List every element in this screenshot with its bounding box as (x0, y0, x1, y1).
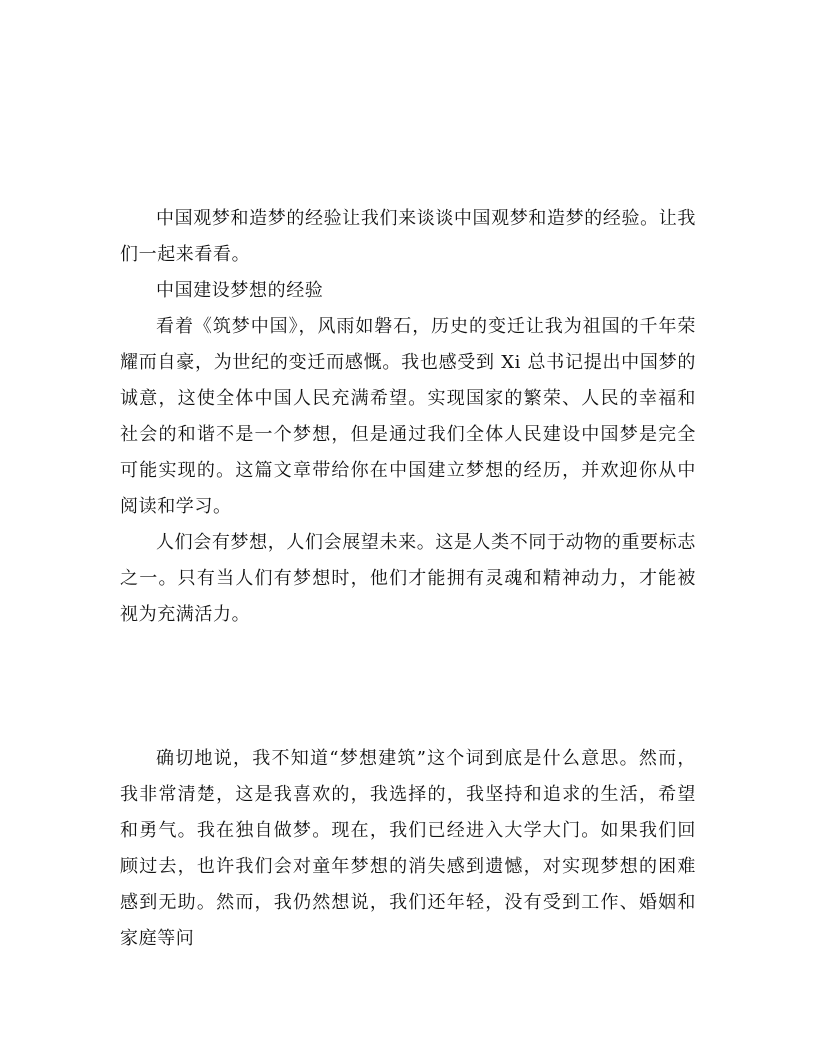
body-paragraph-1: 看着《筑梦中国》，风雨如磐石，历史的变迁让我为祖国的千年荣耀而自豪，为世纪的变迁而感慨。我也感受到 Xi 总书记提出中国梦的诚意，这使全体中国人民充满希望。实现国家的繁荣、人民的幸福和社会的和谐不是一个梦想，但是通过我们全体人民建设中国梦是完全可能实现的。这篇文章带给你在中国建立梦想的经历，并欢迎你从中阅读和学习。 (120, 316, 696, 517)
intro-paragraph: 中国观梦和造梦的经验让我们来谈谈中国观梦和造梦的经验。让我们一起来看看。 (120, 208, 696, 265)
body-paragraph-3: 确切地说，我不知道“梦想建筑”这个词到底是什么意思。然而，我非常清楚，这是我喜欢的，我选择的，我坚持和追求的生活，希望和勇气。我在独自做梦。现在，我们已经进入大学大门。如果我们回顾过去，也许我们会对童年梦想的消失感到遗憾，对实现梦想的困难感到无助。然而，我仍然想说，我们还年轻，没有受到工作、婚姻和家庭等问 (120, 748, 696, 949)
text-section-1 (120, 201, 696, 633)
text-section-2 (120, 741, 696, 957)
section-heading: 中国建设梦想的经验 (156, 280, 324, 301)
body-paragraph-2: 人们会有梦想，人们会展望未来。这是人类不同于动物的重要标志之一。只有当人们有梦想时，他们才能拥有灵魂和精神动力，才能被视为充满活力。 (120, 532, 696, 625)
